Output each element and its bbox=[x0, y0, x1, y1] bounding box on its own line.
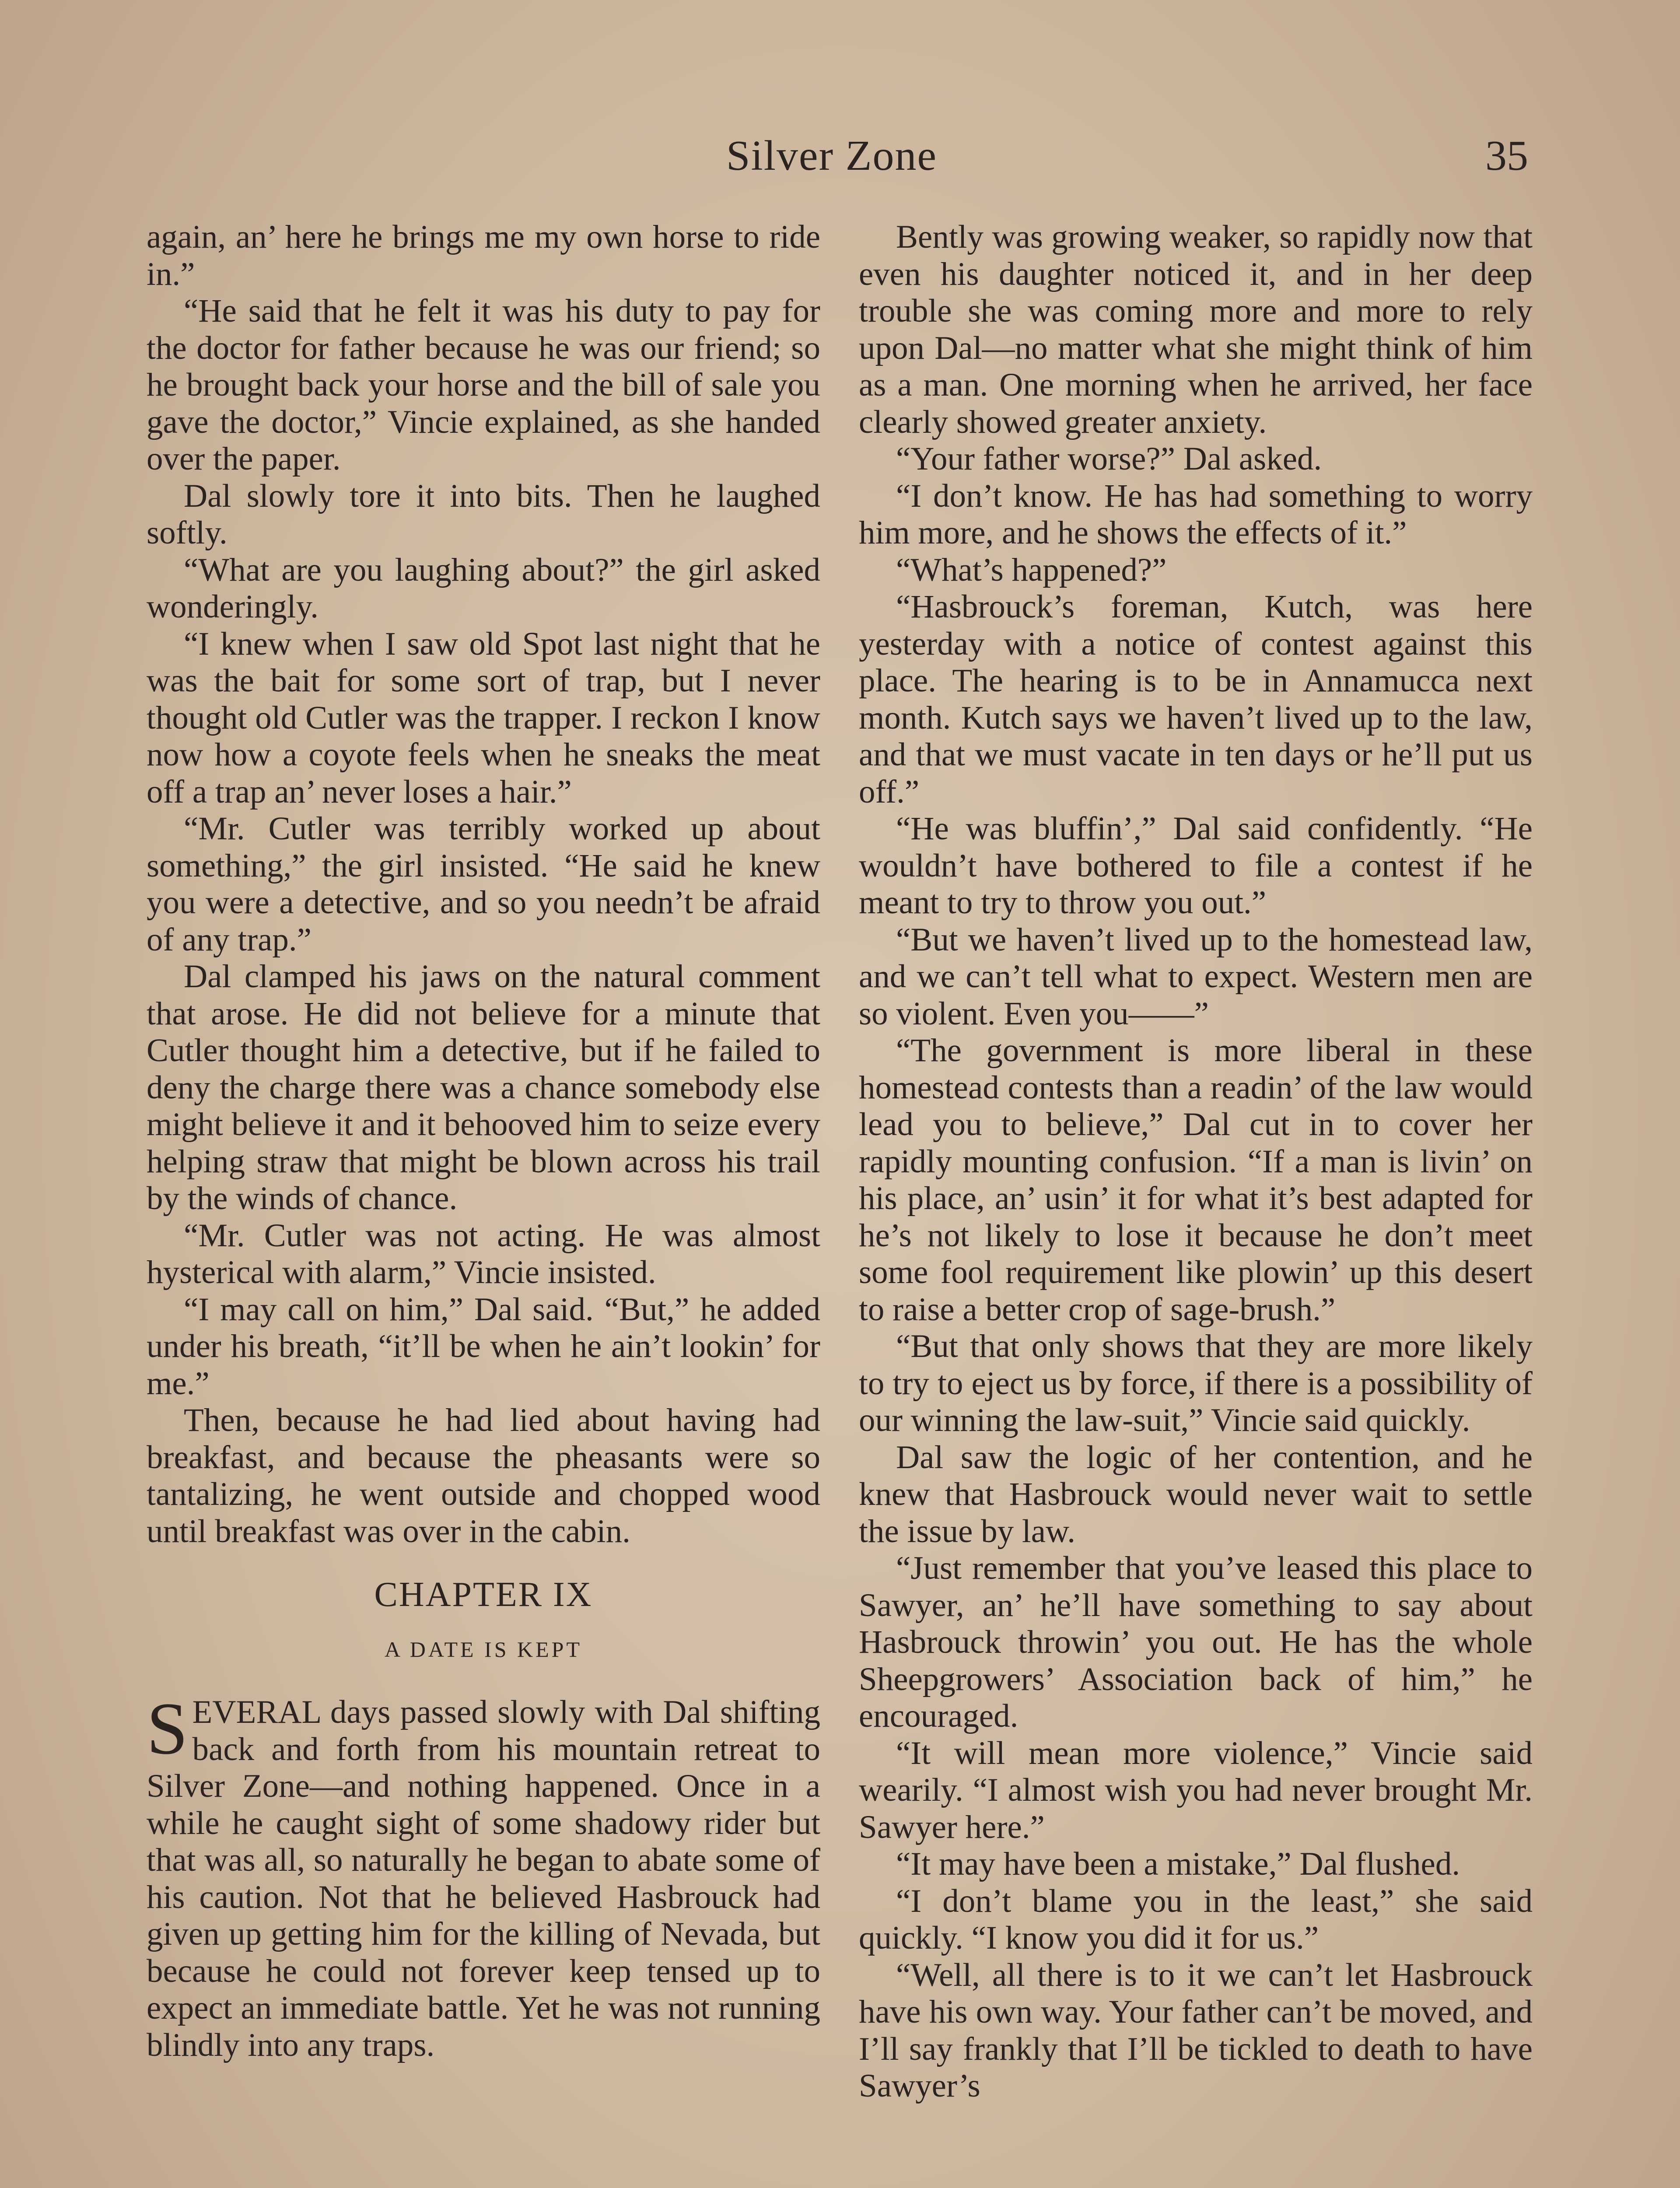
page-header bbox=[0, 131, 1680, 193]
paragraph: “Your father worse?” Dal asked. bbox=[896, 441, 1322, 477]
paragraph: Bently was growing weaker, so rapidly now that even his daughter noticed it, and in her deep trouble she was coming more and more to rely upon Dal—no matter what she might think of him as a man. One morning when he arrived, her face clearly showed greater anxiety. bbox=[859, 219, 1533, 440]
paragraph: again, an’ here he brings me my own horse to ride in.” bbox=[147, 219, 820, 292]
paragraph: Dal slowly tore it into bits. Then he laughed softly. bbox=[147, 477, 820, 551]
left-column bbox=[147, 219, 820, 2064]
paragraph: “Mr. Cutler was terribly worked up about something,” the girl insisted. “He said he knew you were a detective, and so you needn’t be afraid of any trap.” bbox=[147, 810, 820, 958]
chapter-title: CHAPTER IX bbox=[374, 1575, 593, 1614]
paragraph: Dal clamped his jaws on the natural comment that arose. He did not believe for a minute that Cutler thought him a detective, but if he failed to deny the charge there was a chance somebody else might believe it and it behooved him to seize every helping straw that might be blown across his trail by the winds of chance. bbox=[147, 958, 820, 1217]
chapter-opening-text: EVERAL days passed slowly with Dal shifting back and forth from his mountain retreat to Silver Zone—and nothing happened. Once in a while he caught sight of some shadowy rider but that was all, so naturally he began to abate some of his caution. Not that he believed Hasbrouck had given up getting him for the killing of Nevada, but because he could not forever keep tensed up to expect an immediate battle. Yet he was not running blindly into any traps. bbox=[147, 1694, 820, 2063]
paragraph: “He said that he felt it was his duty to pay for the doctor for father because he was our friend; so he brought back your horse and the bill of sale you gave the doctor,” Vincie explained, as she handed over the paper. bbox=[147, 293, 820, 477]
paragraph: “What are you laughing about?” the girl asked wonderingly. bbox=[147, 551, 820, 625]
chapter-opening-paragraph bbox=[147, 1687, 820, 2064]
paragraph: Dal saw the logic of her contention, and he knew that Hasbrouck would never wait to settle the issue by law. bbox=[859, 1439, 1533, 1550]
paragraph: “He was bluffin’,” Dal said confidently. “He wouldn’t have bothered to file a contest if he meant to try to throw you out.” bbox=[859, 810, 1533, 921]
page-number: 35 bbox=[1485, 132, 1528, 179]
paragraph: “I may call on him,” Dal said. “But,” he added under his breath, “it’ll be when he ain’t lookin’ for me.” bbox=[147, 1291, 820, 1402]
paragraph: “I don’t blame you in the least,” she said quickly. “I know you did it for us.” bbox=[859, 1883, 1533, 1956]
paragraph: “I knew when I saw old Spot last night that he was the bait for some sort of trap, but I never thought old Cutler was the trapper. I reckon I know now how a coyote feels when he sneaks the meat off a trap an’ never loses a hair.” bbox=[147, 625, 820, 810]
paragraph: “Mr. Cutler was not acting. He was almost hysterical with alarm,” Vincie insisted. bbox=[147, 1217, 820, 1290]
paragraph: “But that only shows that they are more likely to try to eject us by force, if there is a possibility of our winning the law-suit,” Vincie said quickly. bbox=[859, 1328, 1533, 1438]
chapter-subtitle: A DATE IS KEPT bbox=[384, 1637, 583, 1662]
paragraph: “But we haven’t lived up to the homestead law, and we can’t tell what to expect. Western men are so violent. Even you——” bbox=[859, 921, 1533, 1032]
paragraph: “Hasbrouck’s foreman, Kutch, was here yesterday with a notice of contest against this place. The hearing is to be in Annamucca next month. Kutch says we haven’t lived up to the law, and that we must vacate in ten days or he’ll put us off.” bbox=[859, 589, 1533, 810]
paragraph: “What’s happened?” bbox=[896, 551, 1167, 588]
paragraph: “Well, all there is to it we can’t let Hasbrouck have his own way. Your father can’t be moved, and I’ll say frankly that I’ll be tickled to death to have Sawyer’s bbox=[859, 1957, 1533, 2104]
drop-cap: S bbox=[147, 1687, 188, 1770]
paragraph: “It will mean more violence,” Vincie said wearily. “I almost wish you had never brought Mr. Sawyer here.” bbox=[859, 1735, 1533, 1845]
running-title: Silver Zone bbox=[726, 132, 937, 179]
paragraph: “Just remember that you’ve leased this place to Sawyer, an’ he’ll have something to say about Hasbrouck throwin’ you out. He has the whole Sheepgrowers’ Association back of him,” he encouraged. bbox=[859, 1550, 1533, 1734]
paragraph: Then, because he had lied about having had breakfast, and because the pheasants were so tantalizing, he went outside and chopped wood until breakfast was over in the cabin. bbox=[147, 1402, 820, 1550]
paragraph: “The government is more liberal in these homestead contests than a readin’ of the law would lead you to believe,” Dal cut in to cover her rapidly mounting confusion. “If a man is livin’ on his place, an’ usin’ it for what it’s best adapted for he’s not likely to lose it because he don’t meet some fool requirement like plowin’ up this desert to raise a better crop of sage-brush.” bbox=[859, 1032, 1533, 1328]
paragraph: “I don’t know. He has had something to worry him more, and he shows the effects of it.” bbox=[859, 477, 1533, 551]
paragraph: “It may have been a mistake,” Dal flushed. bbox=[896, 1846, 1460, 1882]
right-column bbox=[859, 219, 1533, 2105]
